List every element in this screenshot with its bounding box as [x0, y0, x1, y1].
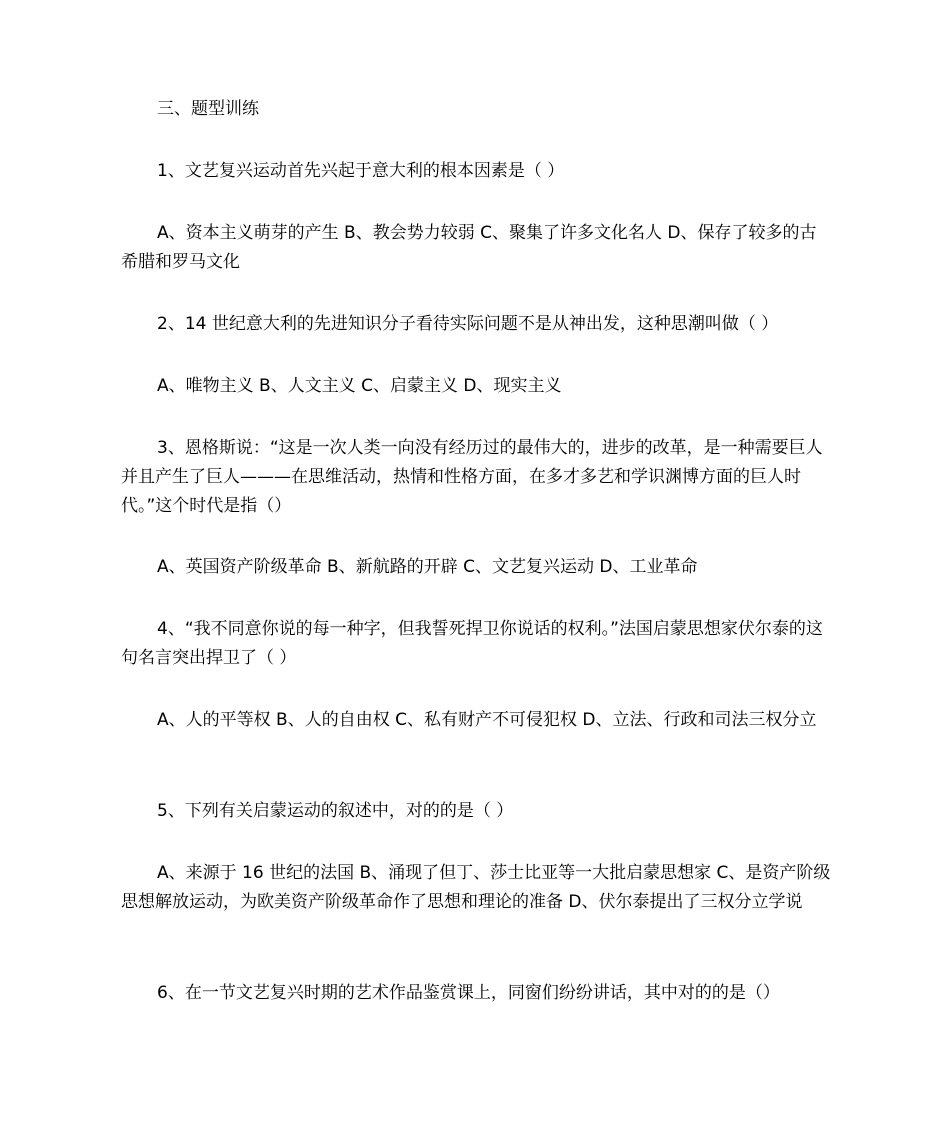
question-2: 2、14 世纪意大利的先进知识分子看待实际问题不是从神出发，这种思潮叫做（ ）: [157, 314, 779, 334]
question-3: 3、恩格斯说：“这是一次人类一向没有经历过的最伟大的，进步的改革，是一种需要巨人并且产生了巨人———在思维活动，热情和性格方面，在多才多艺和学识渊博方面的巨人时代。”这个时代是指（）: [121, 438, 823, 516]
question-1-options: A、资本主义萌芽的产生 B、教会势力较弱 C、聚集了许多文化名人 D、保存了较多的古希腊和罗马文化: [121, 223, 817, 272]
question-5: 5、下列有关启蒙运动的叙述中，对的的是（ ）: [157, 801, 514, 821]
question-5-options: A、来源于 16 世纪的法国 B、涌现了但丁、莎士比亚等一大批启蒙思想家 C、是资产阶级思想解放运动，为欧美资产阶级革命作了思想和理论的准备 D、伏尔泰提出了三权分立学说: [121, 863, 831, 912]
question-6: 6、在一节文艺复兴时期的艺术作品鉴赏课上，同窗们纷纷讲话，其中对的的是（）: [157, 983, 780, 1003]
section-heading: 三、题型训练: [157, 99, 259, 119]
question-4: 4、“我不同意你说的每一种字，但我誓死捍卫你说话的权利。”法国启蒙思想家伏尔泰的这句名言突出捍卫了（ ）: [121, 619, 823, 668]
question-2-options: A、唯物主义 B、人文主义 C、启蒙主义 D、现实主义: [157, 376, 562, 396]
question-4-options: A、人的平等权 B、人的自由权 C、私有财产不可侵犯权 D、立法、行政和司法三权分立: [157, 710, 817, 730]
question-3-options: A、英国资产阶级革命 B、新航路的开辟 C、文艺复兴运动 D、工业革命: [157, 557, 698, 577]
question-1: 1、文艺复兴运动首先兴起于意大利的根本因素是（ ）: [157, 161, 565, 181]
